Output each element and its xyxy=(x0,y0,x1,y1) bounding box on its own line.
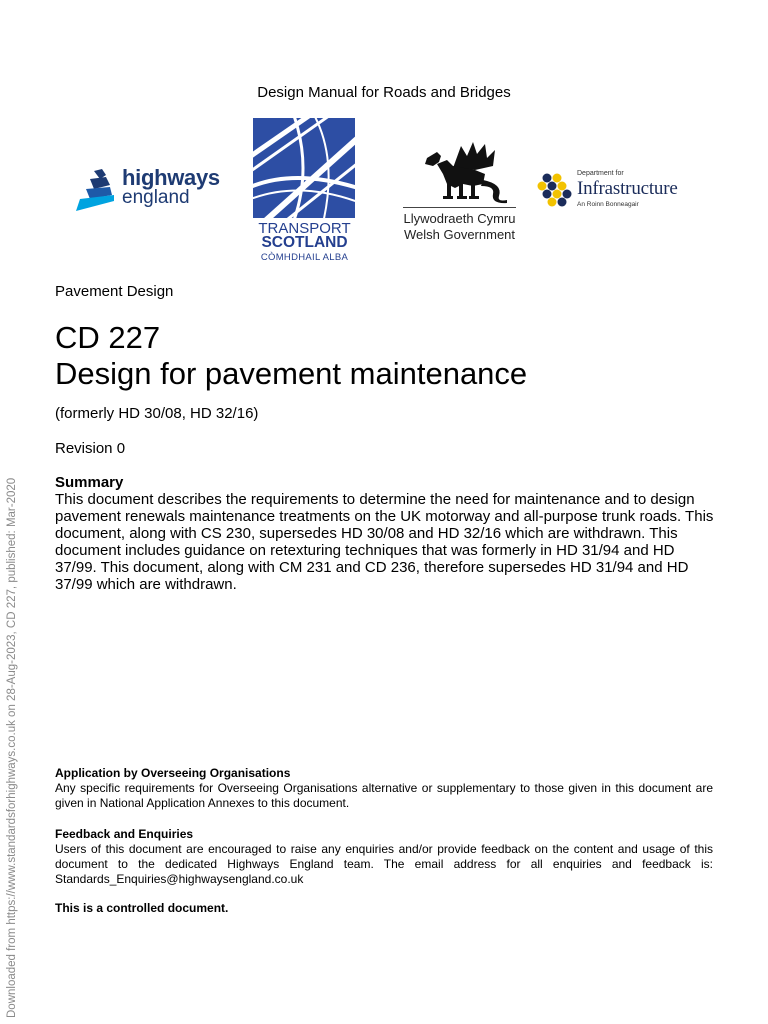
highways-england-emblem-icon xyxy=(72,165,122,217)
logo-divider xyxy=(403,207,516,208)
hexagon-cluster-icon xyxy=(537,172,575,212)
highways-word: highways xyxy=(122,165,220,190)
england-word: england xyxy=(122,187,190,208)
department-for-word: Department for xyxy=(577,170,624,177)
document-category: Pavement Design xyxy=(55,283,174,300)
revision-number: Revision 0 xyxy=(55,440,126,457)
application-heading: Application by Overseeing Organisations xyxy=(55,766,291,780)
infrastructure-word: Infrastructure xyxy=(577,178,678,199)
summary-text: This document describes the requirements to determine the need for maintenance and to design pavement renewals maintenance treatments on the UK motorway and all-purpose trunk roads. This document, along with CS 230, supersedes HD 30/08 and HD 32/16 which are withdrawn. This document includes guidance on retexturing techniques that was formerly in HD 31/94 and HD 37/99. This document, along with CM 231 and CD 236, therefore supersedes HD 31/94 and HD 37/99 which are withdrawn. xyxy=(55,491,714,593)
welsh-government-logo xyxy=(403,140,516,244)
document-title: Design for pavement maintenance xyxy=(55,356,528,391)
welsh-government-word: Welsh Government xyxy=(403,227,516,242)
scotland-word: SCOTLAND xyxy=(261,234,348,251)
controlled-document-note: This is a controlled document. xyxy=(55,901,229,915)
feedback-heading: Feedback and Enquiries xyxy=(55,827,194,841)
formerly-note: (formerly HD 30/08, HD 32/16) xyxy=(55,405,259,422)
dfi-logo xyxy=(537,170,697,215)
transport-scotland-logo xyxy=(253,118,356,268)
transport-word: TRANSPORT xyxy=(258,220,351,237)
manual-title: Design Manual for Roads and Bridges xyxy=(257,84,511,101)
roads-interchange-graphic-icon xyxy=(253,118,355,218)
welsh-dragon-icon xyxy=(403,140,516,204)
llywodraeth-cymru-word: Llywodraeth Cymru xyxy=(403,211,516,226)
an-roinn-word: An Roinn Bonneagair xyxy=(577,201,639,208)
document-code: CD 227 xyxy=(55,320,161,355)
application-text: Any specific requirements for Overseeing Organisations alternative or supplementary to those given in this document are given in National Application Annexes to this document. xyxy=(55,781,713,810)
download-watermark: Downloaded from https://www.standardsforhighways.co.uk on 28-Aug-2023, CD 227, published: Mar-2020 xyxy=(6,477,18,1018)
summary-heading: Summary xyxy=(55,474,124,491)
highways-england-logo xyxy=(72,165,232,217)
feedback-text: Users of this document are encouraged to raise any enquiries and/or provide feedback on the content and usage of this document to the dedicated Highways England team. The email address for all enquiries and feedback is: Standards_Enquiries@highwaysengland.co.uk xyxy=(55,842,713,886)
comhdhail-alba-word: CÒMHDHAIL ALBA xyxy=(260,252,349,263)
